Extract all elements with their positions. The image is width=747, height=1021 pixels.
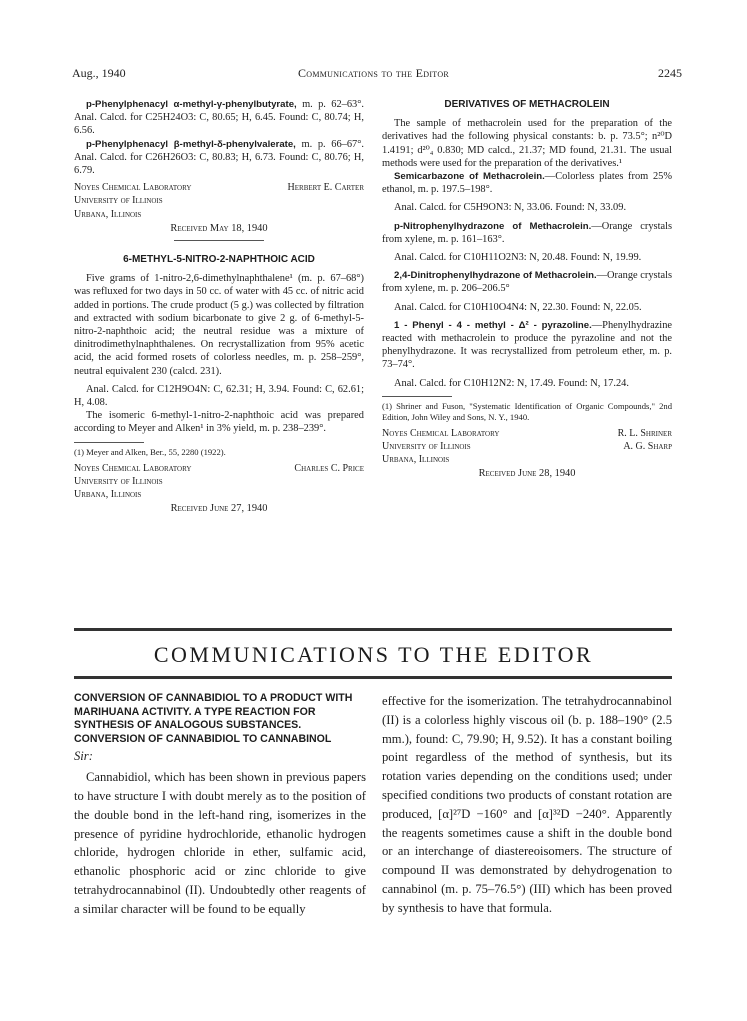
paragraph-text: —Phenylhydrazine reacted with methacrolein to produce the pyrazoline and not the phenylhydrazone. It was recrystallized from petroleum ether, m. p. 73–74°. <box>382 319 672 371</box>
signature-block-2 <box>74 462 364 502</box>
compound-name: p-Nitrophenylhydrazone of Methacrolein. <box>394 220 592 232</box>
analysis-text: Anal. Calcd. for C10H12N2: N, 17.49. Found: N, 17.24. <box>394 377 629 389</box>
semicarbazone-paragraph <box>382 170 672 196</box>
author-name: R. L. Shriner <box>617 427 672 439</box>
section-separator <box>174 240 264 241</box>
analysis-text: Anal. Calcd. for C5H9ON3: N, 33.06. Found: N, 33.09. <box>394 202 627 214</box>
footnote-rule <box>74 442 144 443</box>
authors <box>618 427 672 467</box>
affiliation-line: Noyes Chemical Laboratory <box>74 182 192 194</box>
analysis-text: Anal. Calcd. for C10H11O2N3: N, 20.48. Found: N, 19.99. <box>394 252 642 264</box>
affiliation <box>74 181 191 221</box>
paragraph-text: The sample of methacrolein used for the preparation of the derivatives had the following physical constants: b. p. 73.5°; n²⁰D 1.4191; d²⁰₄ 0.830; MD calcd., 21.37; MD found, 21.31. The usual methods were used for the preparation of the derivatives.¹ <box>382 118 672 169</box>
ester-paragraph-2 <box>74 138 364 178</box>
salutation: Sir: <box>74 749 93 764</box>
header-date: Aug., 1940 <box>72 66 126 80</box>
right-column <box>382 98 672 481</box>
paragraph-text: m. p. 62–63°. Anal. Calcd. for C25H24O3: C, 80.65; H, 6.45. Found: C, 80.74; H, 6.56. <box>74 99 364 137</box>
banner-top-rule <box>74 628 672 631</box>
paragraph-text: Five grams of 1-nitro-2,6-dimethylnaphthalene¹ (m. p. 67–68°) was refluxed for two days in 50 cc. of water with 45 cc. of nitric acid added in portions. The crude product (5 g.) was collected by filtration and extracted with sodium bicarbonate to give 2 g. of 6-methyl-5-nitro-2-naphthoic acid; the neutral residue was a mixture of dinitrodimethylnaphthalenes. On recrystallization from 95% acetic acid, the acid formed rosets of colorless needles, m. p. 258–259°, neutral equivalent 230 (calcd. 231). <box>74 273 364 377</box>
ester-paragraph-1 <box>74 98 364 138</box>
compound-name: p-Phenylphenacyl α-methyl-γ-phenylbutyrate, <box>86 99 297 110</box>
pyrazoline-paragraph <box>382 319 672 372</box>
letter-left-column <box>74 692 366 919</box>
affiliation-line: Noyes Chemical Laboratory <box>382 427 500 439</box>
paragraph-text: —Orange crystals from xylene, m. p. 161–163°. <box>382 220 672 245</box>
footnote: (1) Meyer and Alken, Ber., 55, 2280 (1922). <box>74 446 226 457</box>
author-name: Herbert E. Carter <box>287 182 364 194</box>
dinitrophenylhydrazone-paragraph <box>382 269 672 295</box>
analysis-text: Anal. Calcd. for C10H10O4N4: N, 22.30. Found: N, 22.05. <box>394 301 642 313</box>
section-title: DERIVATIVES OF METHACROLEIN <box>444 99 610 110</box>
paragraph-text: The isomeric 6-methyl-1-nitro-2-naphthoic acid was prepared according to Meyer and Alken¹ in 3% yield, m. p. 238–239°. <box>74 410 364 435</box>
header-page-number: 2245 <box>658 66 682 80</box>
nitrophenylhydrazone-paragraph <box>382 220 672 246</box>
affiliation <box>382 427 499 467</box>
letter-right-column <box>382 692 672 918</box>
affiliation-line: University of Illinois <box>74 475 163 487</box>
received-date: Received June 27, 1940 <box>170 503 268 515</box>
affiliation-line: Noyes Chemical Laboratory <box>74 462 192 474</box>
left-column <box>74 98 364 515</box>
compound-name: p-Phenylphenacyl β-methyl-δ-phenylvalerate, <box>86 138 296 150</box>
header-journal-section: Communications to the Editor <box>297 66 450 80</box>
letter-title: CONVERSION OF CANNABIDIOL TO A PRODUCT WITH MARIHUANA ACTIVITY. A TYPE REACTION FOR SYNTHESIS OF ANALOGOUS SUBSTANCES. CONVERSION OF CANNABIDIOL TO CANNABINOL <box>74 692 353 745</box>
letter-body: Cannabidiol, which has been shown in previous papers to have structure I with doubt merely as to the position of the double bond in the left-hand ring, isomerizes in the presence of pyridine hydrochloride, ethanolic hydrogen chloride, hydrogen chloride in ether, sulfamic acid, ethanolic phosphoric acid or zinc chloride to give tetrahydrocannabinol (II). Undoubtedly other reagents of a similar character will be found to be equally <box>74 770 366 916</box>
affiliation-line: Urbana, Illinois <box>74 489 142 501</box>
compound-name: 2,4-Dinitrophenylhydrazone of Methacrolein. <box>394 270 597 282</box>
footnote-rule <box>382 396 452 397</box>
letter-body: effective for the isomerization. The tetrahydrocannabinol (II) is a colorless highly viscous oil (b. p. 188–190° (2.5 mm.), found: C, 79.90; H, 9.52). It has a constant boiling point regardless of the method of synthesis, but its rotation varies depending on the conditions used; under specified conditions two products of constant rotation are produced, [α]²⁷D −160° and [α]³²D −240°. Apparently the reagents sometimes cause a shift in the double bond or an interchange of diastereoisomers. The structure of compound II was demonstrated by dehydrogenation to cannabinol (m. p. 75–76.5°) (III) which has been proved by synthesis to have that formula. <box>382 694 672 915</box>
affiliation-line: Urbana, Illinois <box>382 454 450 466</box>
paragraph-text: m. p. 66–67°. Anal. Calcd. for C26H26O3: C, 80.83; H, 6.73. Found: C, 80.76; H, 6.79. <box>74 138 364 177</box>
paragraph-text: —Colorless plates from 25% ethanol, m. p. 197.5–198°. <box>382 171 672 196</box>
signature-block-3 <box>382 427 672 467</box>
received-date: Received May 18, 1940 <box>170 222 268 234</box>
received-date: Received June 28, 1940 <box>478 468 576 480</box>
compound-name: Semicarbazone of Methacrolein. <box>394 171 545 183</box>
paragraph-text: —Orange crystals from xylene, m. p. 206–206.5° <box>382 270 673 295</box>
compound-name: 1 - Phenyl - 4 - methyl - Δ² - pyrazoline. <box>394 319 592 331</box>
author-name: A. G. Sharp <box>623 441 672 453</box>
affiliation-line: University of Illinois <box>74 195 163 207</box>
affiliation <box>74 462 191 502</box>
signature-block-1 <box>74 181 364 221</box>
banner-title: COMMUNICATIONS TO THE EDITOR <box>153 642 594 667</box>
analysis-text: Anal. Calcd. for C12H9O4N: C, 62.31; H, 3.94. Found: C, 62.61; H, 4.08. <box>74 383 364 409</box>
footnote: (1) Shriner and Fuson, "Systematic Identification of Organic Compounds," 2nd Edition, John Wiley and Sons, N. Y., 1940. <box>382 400 672 422</box>
author-name: Charles C. Price <box>294 462 364 474</box>
banner-bottom-rule <box>74 676 672 679</box>
affiliation-line: University of Illinois <box>382 441 471 453</box>
section-title: 6-METHYL-5-NITRO-2-NAPHTHOIC ACID <box>123 254 315 266</box>
affiliation-line: Urbana, Illinois <box>74 208 142 220</box>
